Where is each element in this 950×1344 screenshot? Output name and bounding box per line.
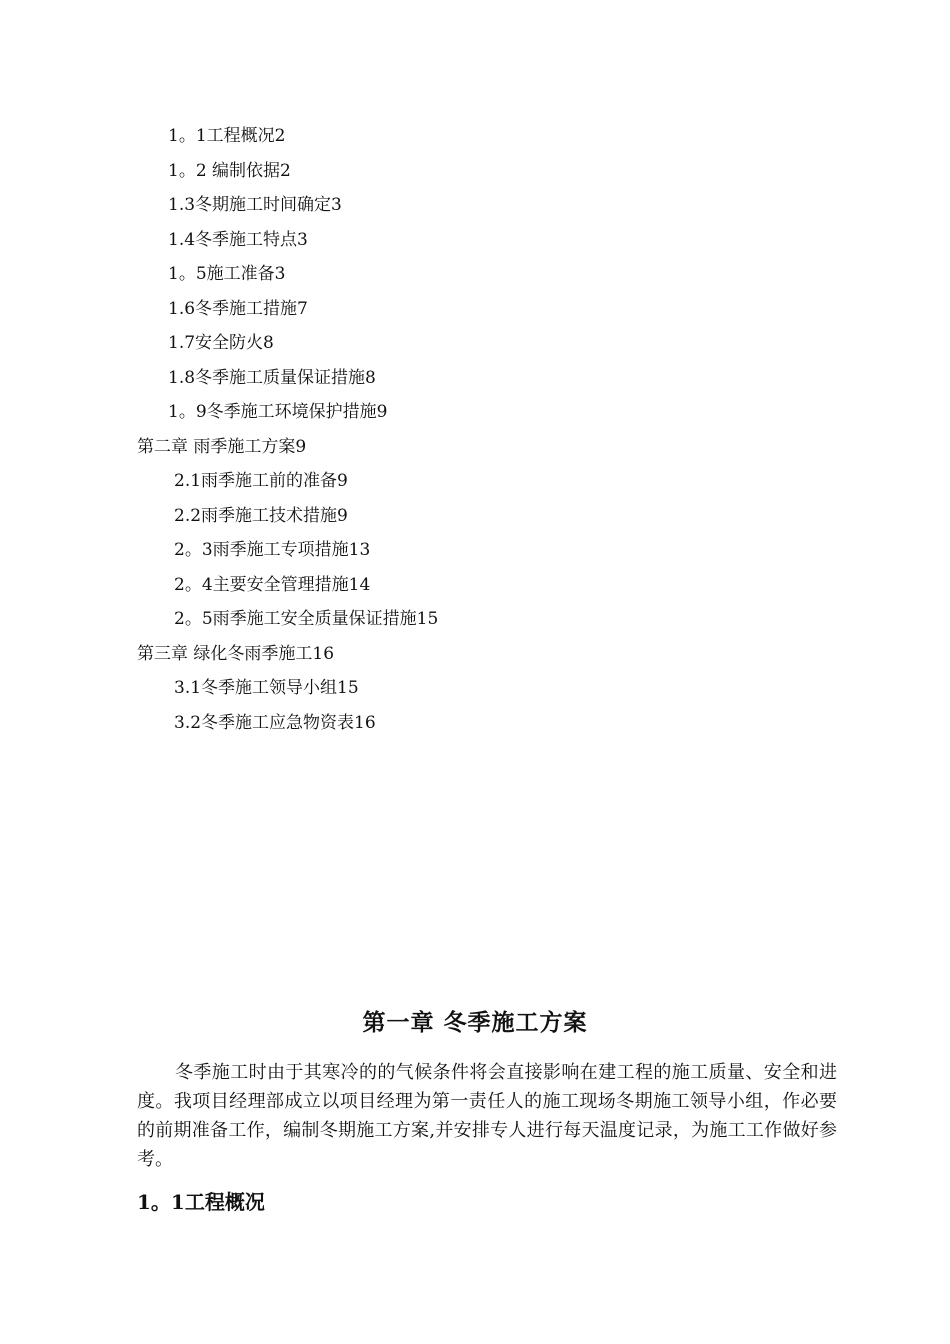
toc-entry[interactable]: 3.1冬季施工领导小组15 bbox=[174, 678, 359, 698]
toc-entry[interactable]: 1。1工程概况2 bbox=[168, 126, 286, 146]
toc-entry[interactable]: 1.3冬期施工时间确定3 bbox=[168, 195, 342, 215]
toc-entry[interactable]: 2。5雨季施工安全质量保证措施15 bbox=[174, 609, 439, 629]
toc-entry[interactable]: 2.1雨季施工前的准备9 bbox=[174, 471, 348, 491]
toc-entry[interactable]: 1。5施工准备3 bbox=[168, 264, 286, 284]
toc-entry[interactable]: 2。4主要安全管理措施14 bbox=[174, 575, 371, 595]
toc-chapter-entry[interactable]: 第二章 雨季施工方案9 bbox=[137, 437, 307, 457]
toc-entry[interactable]: 1。9冬季施工环境保护措施9 bbox=[168, 402, 388, 422]
toc-entry[interactable]: 1.8冬季施工质量保证措施8 bbox=[168, 368, 376, 388]
toc-chapter-entry[interactable]: 第三章 绿化冬雨季施工16 bbox=[137, 644, 335, 664]
toc-entry[interactable]: 1.6冬季施工措施7 bbox=[168, 299, 308, 319]
toc-entry[interactable]: 2.2雨季施工技术措施9 bbox=[174, 506, 348, 526]
toc-entry[interactable]: 1.7安全防火8 bbox=[168, 333, 274, 353]
toc-entry[interactable]: 3.2冬季施工应急物资表16 bbox=[174, 713, 376, 733]
toc-entry[interactable]: 2。3雨季施工专项措施13 bbox=[174, 540, 371, 560]
section-heading: 1。1工程概况 bbox=[137, 1190, 265, 1214]
toc-entry[interactable]: 1。2 编制依据2 bbox=[168, 161, 291, 181]
intro-paragraph: 冬季施工时由于其寒冷的的气候条件将会直接影响在建工程的施工质量、安全和进度。我项目经理部成立以项目经理为第一责任人的施工现场冬期施工领导小组，作必要的前期准备工作，编制冬期施工方案,并安排专人进行每天温度记录，为施工工作做好参考。 bbox=[137, 1062, 837, 1170]
toc-entry[interactable]: 1.4冬季施工特点3 bbox=[168, 230, 308, 250]
chapter-title: 第一章 冬季施工方案 bbox=[362, 1009, 588, 1036]
